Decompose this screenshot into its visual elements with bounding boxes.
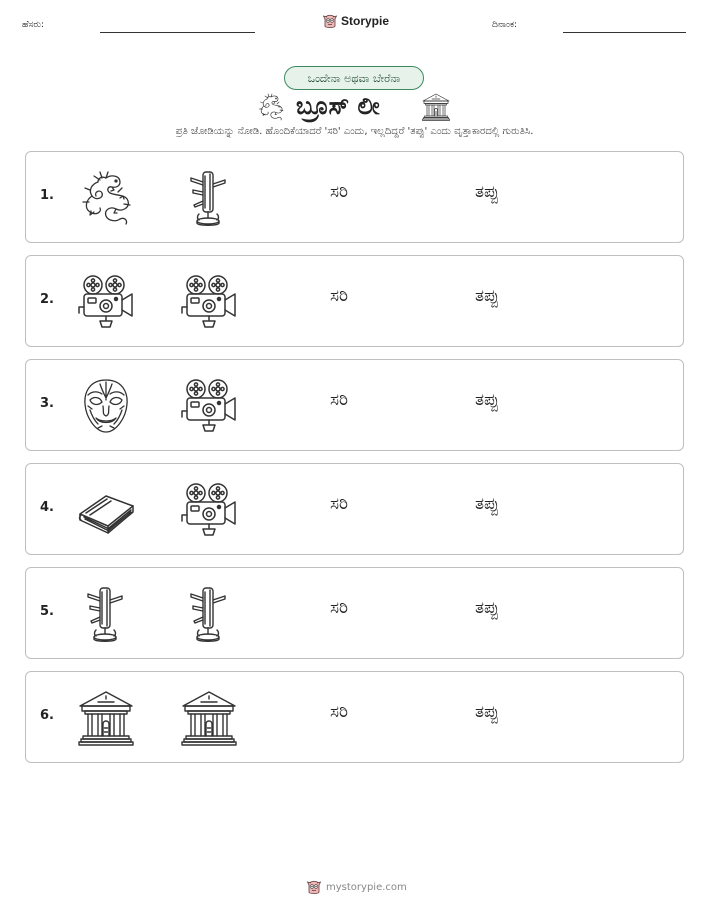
option-true[interactable]: ಸರಿ — [330, 182, 349, 202]
option-false[interactable]: ತಪ್ಪು — [475, 494, 500, 514]
option-false[interactable]: ತಪ್ಪು — [475, 286, 500, 306]
question-card — [25, 255, 684, 347]
question-number: 5. — [40, 604, 54, 619]
option-false[interactable]: ತಪ್ಪು — [475, 390, 500, 410]
question-number: 3. — [40, 396, 54, 411]
storypie-mascot-icon — [323, 13, 337, 29]
name-field[interactable] — [100, 32, 255, 33]
question-card — [25, 567, 684, 659]
footer-url[interactable]: mystorypie.com — [326, 881, 407, 893]
wooden-dummy-icon — [179, 584, 239, 644]
date-label: ದಿನಾಂಕ: — [492, 20, 518, 30]
film-camera-icon — [76, 272, 136, 332]
date-field[interactable] — [563, 32, 686, 33]
question-card — [25, 463, 684, 555]
brand-logo — [323, 13, 389, 29]
dragon-icon — [256, 92, 286, 122]
question-number: 1. — [40, 188, 54, 203]
temple-icon — [179, 688, 239, 748]
page-title: ಬ್ರೂಸ್ ಲೀ — [296, 92, 380, 120]
instructions: ಪ್ರತಿ ಜೋಡಿಯನ್ನು ನೋಡಿ. ಹೊಂದಿಕೆಯಾದರೆ 'ಸರಿ' ಎಂದು, ಇಲ್ಲದಿದ್ದರೆ 'ತಪ್ಪು' ಎಂದು ವೃತ್ತಾಕಾರದಲ್ಲಿ ಗುರುತಿಸಿ. — [175, 126, 534, 137]
temple-icon — [420, 92, 452, 122]
film-camera-icon — [179, 480, 239, 540]
question-number: 2. — [40, 292, 54, 307]
name-label: ಹೆಸರು: — [22, 20, 45, 30]
wooden-dummy-icon — [179, 168, 239, 228]
question-card — [25, 359, 684, 451]
question-number: 6. — [40, 708, 54, 723]
option-false[interactable]: ತಪ್ಪು — [475, 702, 500, 722]
option-true[interactable]: ಸರಿ — [330, 598, 349, 618]
question-number: 4. — [40, 500, 54, 515]
option-false[interactable]: ತಪ್ಪು — [475, 182, 500, 202]
film-camera-icon — [179, 376, 239, 436]
footer — [307, 879, 407, 895]
wooden-dummy-icon — [76, 584, 136, 644]
opera-mask-icon — [76, 376, 136, 436]
temple-icon — [76, 688, 136, 748]
storypie-mascot-icon — [307, 879, 321, 895]
film-camera-icon — [179, 272, 239, 332]
option-true[interactable]: ಸರಿ — [330, 390, 349, 410]
question-card — [25, 151, 684, 243]
option-true[interactable]: ಸರಿ — [330, 702, 349, 722]
option-false[interactable]: ತಪ್ಪು — [475, 598, 500, 618]
dragon-icon — [76, 168, 136, 228]
title-row — [0, 90, 709, 124]
option-true[interactable]: ಸರಿ — [330, 286, 349, 306]
option-true[interactable]: ಸರಿ — [330, 494, 349, 514]
brand-name: Storypie — [341, 14, 390, 28]
question-card — [25, 671, 684, 763]
book-icon — [76, 480, 136, 540]
worksheet-type-badge: ಒಂದೇನಾ ಅಥವಾ ಬೇರೆನಾ — [284, 66, 424, 90]
